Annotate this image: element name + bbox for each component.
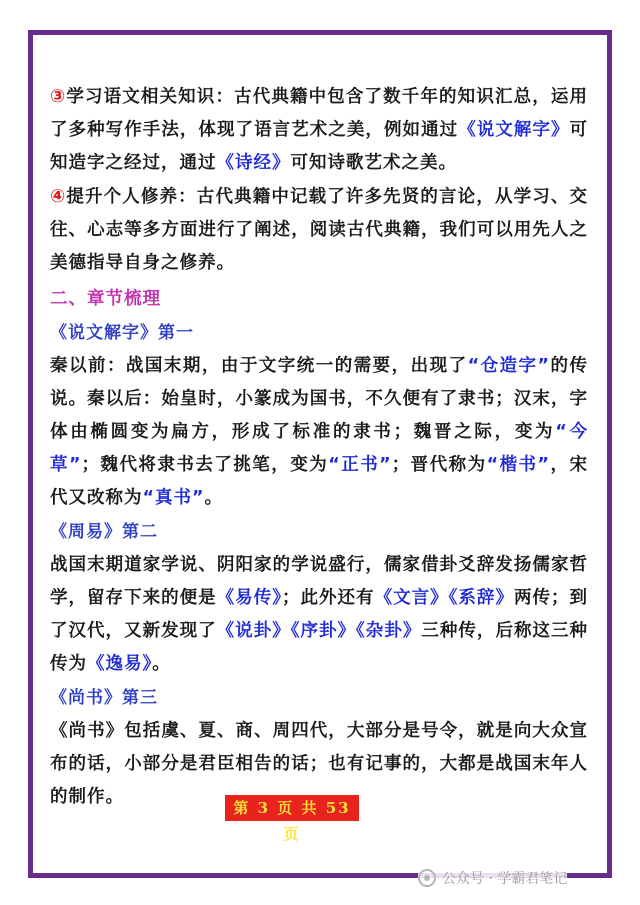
text-segment: 提升个人修养：古代典籍中记载了许多先贤的言论，从学习、交往、心志等多方面进行了阐述，阅读古代典籍，我们可以用先人之美德指导自身之修养。: [50, 187, 588, 273]
book-title-highlight: 《易传》: [216, 588, 282, 608]
chapter-heading-3: 《尚书》第三: [50, 688, 158, 708]
text-segment: 。: [152, 654, 171, 674]
section-heading: 二、章节梳理: [50, 289, 161, 309]
book-title-highlight: 《逸易》: [87, 654, 153, 674]
chapter-heading-2: 《周易》第二: [50, 522, 158, 542]
book-title-highlight: 《诗经》: [216, 153, 291, 173]
text-segment: ；此外还有: [281, 588, 375, 608]
chapter-text-2: [50, 549, 588, 681]
book-title-highlight: 《说卦》《序卦》《杂卦》: [216, 621, 422, 641]
text-segment: 的传说。秦以后：始皇时，小篆成为国书，不久便有了隶书；汉末，字体由椭圆变为扁方，形成了标准的隶书；魏晋之际，变为: [50, 356, 588, 442]
chapter-text-1: [50, 350, 588, 515]
text-segment: 学习语文相关知识：古代典籍中包含了数千年的知识汇总，运用了多种写作手法，体现了语言艺术之美，例如通过: [50, 87, 588, 140]
term-highlight: “今草”: [50, 422, 588, 475]
text-segment: 《尚书》包括虞、夏、商、周四代，大部分是号令，就是向大众宣布的话，小部分是君臣相告的话；也有记事的，大都是战国末年人的制作。: [50, 721, 588, 807]
watermark-text: 公众号 · 学霸君笔记: [442, 871, 568, 887]
term-highlight: “楷书”: [486, 455, 551, 475]
term-highlight: “真书”: [142, 488, 205, 508]
text-segment: ；魏代将隶书去了挑笔，变为: [81, 455, 329, 475]
term-highlight: “仓造字”: [467, 356, 551, 376]
watermark: [418, 866, 567, 890]
book-title-highlight: 《说文解字》: [458, 120, 570, 140]
book-title-highlight: 《文言》《系辞》: [374, 588, 514, 608]
item-number-4: ④: [50, 186, 67, 207]
page-number-badge: 第 3 页 共 53 页: [225, 795, 359, 821]
term-highlight: “正书”: [328, 455, 392, 475]
text-segment: 可知造字之经过，通过: [50, 120, 589, 173]
text-segment: 。: [204, 488, 224, 508]
text-segment: 三种传，后称这三种传为: [50, 621, 589, 674]
text-segment: 两传；到了汉代，又新发现了: [50, 588, 589, 641]
chapter-heading-1: 《说文解字》第一: [50, 323, 194, 343]
text-segment: 战国末期道家学说、阴阳家的学说盛行，儒家借卦爻辞发扬儒家哲学，留存下来的便是: [50, 555, 588, 608]
text-segment: ，宋代又改称为: [50, 455, 589, 508]
paragraph-item-3: [50, 80, 588, 180]
text-segment: 秦以前：战国末期，由于文字统一的需要，出现了: [50, 356, 468, 376]
text-segment: ；晋代称为: [391, 455, 487, 475]
paragraph-item-4: [50, 180, 588, 280]
text-segment: 可知诗歌艺术之美。: [290, 153, 457, 173]
item-number-3: ③: [50, 86, 67, 107]
document-body: [50, 80, 588, 814]
wechat-account-icon: [418, 869, 436, 887]
